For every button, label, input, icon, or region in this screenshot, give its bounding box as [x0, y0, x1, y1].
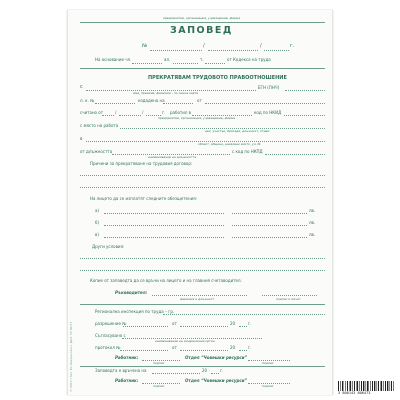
permit-label: разрешение № [95, 321, 127, 326]
name-note: име, презиме, фамилия – по лична карта [133, 91, 199, 95]
page-title: ЗАПОВЕД [170, 25, 233, 36]
head-signature-field[interactable] [262, 295, 317, 296]
section-divider [80, 304, 325, 305]
item-field[interactable] [205, 63, 225, 64]
code-label: от Кодекса на труда [227, 57, 271, 62]
hr-sign-note-1: подпис [262, 361, 274, 365]
inspection-city-field[interactable] [163, 314, 325, 315]
other-terms-label: Други условия: [92, 244, 125, 249]
year-field[interactable] [264, 50, 289, 51]
worker-sign-note-2: подпис [153, 384, 165, 388]
copy-note: Копие от заповедта да се връчи на лицето и на главния счетоводител. [90, 278, 242, 283]
nkid-label: код по НКИД [254, 110, 282, 115]
date-field[interactable] [208, 50, 258, 51]
head-sign-note: подпис и печат [276, 297, 301, 301]
hr-label-2: Отдел “Човешки ресурси” [185, 378, 248, 383]
header-divider [80, 68, 325, 69]
article-field[interactable] [132, 63, 162, 64]
other-terms-line-2[interactable] [80, 270, 325, 271]
protocol-yr-label: г. [248, 345, 252, 350]
number-field[interactable] [150, 50, 202, 51]
barcode-number: 3 800143 806473 [338, 391, 371, 395]
row-c-amount[interactable] [232, 237, 307, 238]
row-c-currency: лв. [309, 232, 316, 237]
other-terms-line-1[interactable] [80, 258, 325, 259]
number-label: № [142, 43, 148, 49]
unit-note: цех, участък, бригада, длъжност, отдел [205, 129, 270, 133]
egn-field[interactable] [285, 90, 325, 91]
protocol-year-prefix: 20 [230, 345, 236, 350]
compensation-label: На лицето да се изплатят следните обезщетения: [90, 196, 197, 201]
protocol-label: протокол № [95, 345, 121, 350]
section-heading: ПРЕКРАТЯВАМ ТРУДОВОТО ПРАВООТНОШЕНИЕ [148, 75, 287, 81]
row-a-amount[interactable] [232, 213, 307, 214]
row-a-currency: лв. [309, 208, 316, 213]
id-card-label: л. к. № [80, 98, 95, 103]
org-line [80, 22, 325, 23]
row-c-field[interactable] [104, 237, 224, 238]
worker-label-2: Работник: [115, 378, 139, 383]
row-b-label: б) [95, 220, 100, 225]
permit-number-field[interactable] [123, 326, 168, 327]
yr-label: г. [162, 110, 166, 115]
agreed-label: Съгласувано с [95, 333, 126, 338]
row-b-field[interactable] [104, 225, 224, 226]
row-b-amount[interactable] [232, 225, 307, 226]
head-name-field[interactable] [152, 295, 247, 296]
worker-sign-note-1: подпис [153, 361, 165, 365]
protocol-number-field[interactable] [120, 350, 168, 351]
reasons-line-1[interactable] [80, 175, 325, 176]
handed-label: Заповедта е връчена на [95, 368, 147, 373]
issued-label: издадена на [138, 98, 165, 103]
row-a-label: а) [95, 208, 100, 213]
permit-year-prefix: 20 [230, 321, 236, 326]
egn-label: ЕГН (ЛНЧ) [258, 85, 280, 90]
nkpd-label: с код по НКПД [232, 149, 263, 154]
nkpd-field[interactable] [265, 154, 325, 155]
permit-year-field[interactable] [239, 326, 247, 327]
paragraph-label: ал. [164, 57, 171, 62]
worker-label-1: Работник: [115, 355, 139, 360]
reasons-label: Причини за прекратяване на трудовия договор: [90, 161, 193, 166]
nkid-field[interactable] [284, 115, 325, 116]
with-label: с [80, 84, 83, 90]
basis-label: На основание чл. [95, 57, 132, 62]
permit-date-field[interactable] [180, 326, 228, 327]
region-note: област, община, населено място, ул. № [198, 142, 261, 146]
in-label: в [80, 136, 83, 141]
body-note: наименование на синдикалния орган [155, 339, 215, 343]
head-name-note: фамилия и длъжност [180, 297, 215, 301]
reasons-line-2[interactable] [80, 187, 325, 188]
issued-date-field[interactable] [163, 103, 193, 104]
row-a-field[interactable] [104, 213, 224, 214]
handed-year-field[interactable] [211, 373, 219, 374]
paragraph-field[interactable] [173, 63, 198, 64]
row-b-currency: лв. [309, 220, 316, 225]
protocol-date-field[interactable] [180, 350, 228, 351]
permit-yr-label: г. [248, 321, 252, 326]
handed-yr-label: г. [220, 368, 224, 373]
day-field[interactable] [102, 115, 114, 116]
month-field[interactable] [119, 115, 141, 116]
item-label: т. [200, 57, 204, 62]
protocol-year-field[interactable] [239, 350, 247, 351]
permit-from-label: от [172, 321, 177, 326]
protocol-from-label: от [172, 345, 177, 350]
id-card-field[interactable] [95, 103, 135, 104]
org-note-2: предприятие, организация, учреждение, фирма [158, 116, 236, 120]
place-label: с място на работа [80, 123, 119, 128]
worked-label: работил в [170, 110, 192, 115]
hr-label-1: Отдел “Човешки ресурси” [185, 355, 248, 360]
head-label: Ръководител: [115, 290, 148, 295]
year-suffix: г. [290, 43, 295, 49]
row-c-label: в) [95, 232, 99, 237]
handed-date-field[interactable] [152, 373, 200, 374]
inspection-label: Регионална инспекция по труда – гр. [95, 309, 175, 314]
hr-sign-note-2: подпис [262, 384, 274, 388]
counted-label: считано от [80, 110, 104, 115]
position-label: от длъжността [80, 149, 113, 154]
handover-divider [80, 366, 325, 367]
issued-by-field[interactable] [205, 103, 325, 104]
print-info: © 2013 «Тип. Ел Оверинтенс» ДАЗ. 35 00:51 [69, 321, 73, 392]
handed-year-prefix: 20 [202, 368, 208, 373]
org-note: предприятие, организация, учреждение, фирма [163, 16, 241, 20]
position-note: наименование на длъжността [148, 155, 197, 159]
issued-from-label: от [197, 98, 202, 103]
